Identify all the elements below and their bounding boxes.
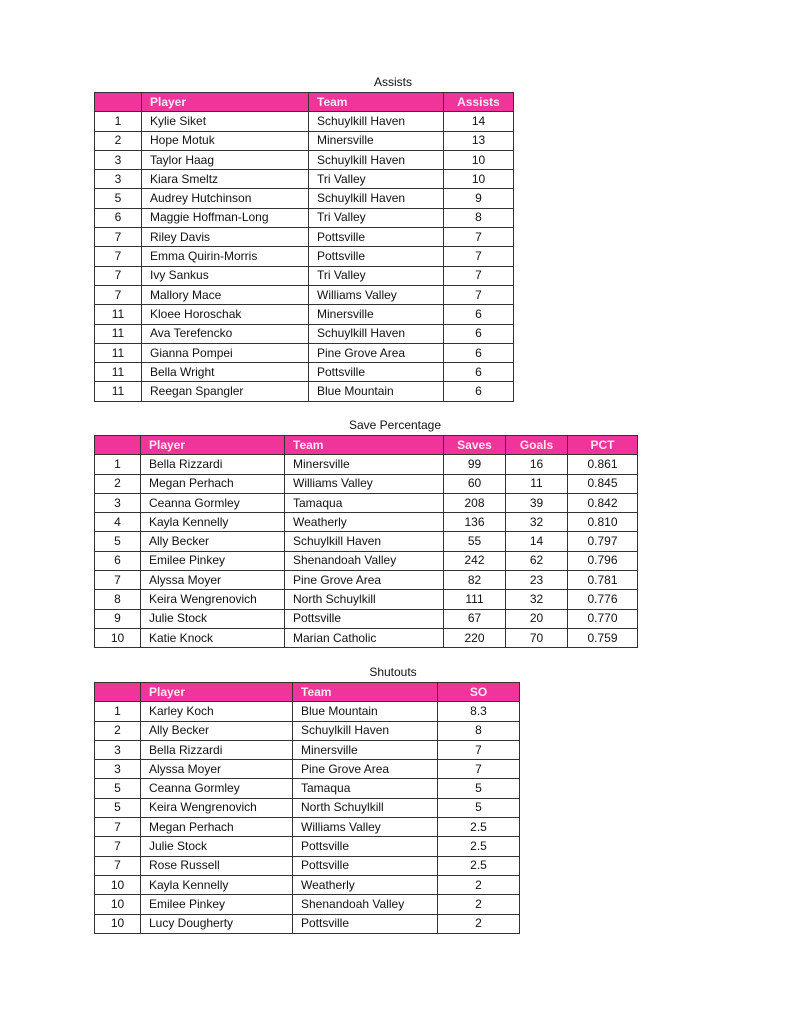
- column-header: Team: [285, 436, 444, 455]
- stat-cell: 7: [444, 228, 514, 247]
- team-cell: Minersville: [285, 455, 444, 474]
- stat-cell: 67: [444, 609, 506, 628]
- stat-cell: 16: [506, 455, 568, 474]
- team-cell: Blue Mountain: [293, 702, 438, 721]
- stat-cell: 62: [506, 551, 568, 570]
- team-cell: Weatherly: [285, 513, 444, 532]
- stat-cell: 208: [444, 493, 506, 512]
- player-cell: Ally Becker: [141, 721, 293, 740]
- stat-cell: 0.759: [568, 628, 638, 647]
- stat-cell: 70: [506, 628, 568, 647]
- player-cell: Megan Perhach: [141, 818, 293, 837]
- team-cell: Minersville: [309, 305, 444, 324]
- team-cell: Shenandoah Valley: [285, 551, 444, 570]
- rank-cell: 11: [95, 382, 142, 401]
- table-row: [95, 895, 520, 914]
- save-percentage-table: [94, 435, 638, 648]
- team-cell: Pine Grove Area: [309, 343, 444, 362]
- column-header: Saves: [444, 436, 506, 455]
- rank-cell: 7: [95, 228, 142, 247]
- player-cell: Emilee Pinkey: [141, 895, 293, 914]
- save-percentage-title: Save Percentage: [348, 418, 442, 432]
- player-cell: Ava Terefencko: [142, 324, 309, 343]
- rank-cell: 1: [95, 455, 141, 474]
- team-cell: Tri Valley: [309, 170, 444, 189]
- rank-cell: 9: [95, 609, 141, 628]
- stat-cell: 0.845: [568, 474, 638, 493]
- player-cell: Julie Stock: [141, 837, 293, 856]
- stat-cell: 8.3: [438, 702, 520, 721]
- team-cell: Weatherly: [293, 875, 438, 894]
- stat-cell: 6: [444, 382, 514, 401]
- stat-cell: 10: [444, 150, 514, 169]
- rank-cell: 7: [95, 837, 141, 856]
- rank-cell: 10: [95, 895, 141, 914]
- assists-title: Assists: [373, 75, 412, 89]
- team-cell: North Schuylkill: [285, 590, 444, 609]
- stat-cell: 136: [444, 513, 506, 532]
- player-cell: Audrey Hutchinson: [142, 189, 309, 208]
- shutouts-title: Shutouts: [369, 665, 417, 679]
- team-cell: Tri Valley: [309, 266, 444, 285]
- player-cell: Rose Russell: [141, 856, 293, 875]
- player-cell: Lucy Dougherty: [141, 914, 293, 933]
- shutouts-table: [94, 682, 520, 934]
- team-cell: Schuylkill Haven: [309, 189, 444, 208]
- rank-cell: 3: [95, 170, 142, 189]
- stat-cell: 2: [438, 875, 520, 894]
- stat-cell: 10: [444, 170, 514, 189]
- player-cell: Gianna Pompei: [142, 343, 309, 362]
- team-cell: Pottsville: [293, 914, 438, 933]
- rank-cell: 7: [95, 266, 142, 285]
- table-row: [95, 779, 520, 798]
- player-cell: Alyssa Moyer: [141, 571, 285, 590]
- stat-cell: 242: [444, 551, 506, 570]
- player-cell: Kiara Smeltz: [142, 170, 309, 189]
- player-cell: Ceanna Gormley: [141, 779, 293, 798]
- rank-cell: 7: [95, 571, 141, 590]
- team-cell: Pottsville: [285, 609, 444, 628]
- team-cell: Minersville: [309, 131, 444, 150]
- rank-cell: 11: [95, 363, 142, 382]
- stat-cell: 39: [506, 493, 568, 512]
- rank-cell: 1: [95, 702, 141, 721]
- rank-cell: 7: [95, 247, 142, 266]
- stat-cell: 55: [444, 532, 506, 551]
- rank-cell: 5: [95, 532, 141, 551]
- stat-cell: 111: [444, 590, 506, 609]
- team-cell: Pottsville: [309, 228, 444, 247]
- stat-cell: 6: [444, 363, 514, 382]
- stat-cell: 7: [438, 740, 520, 759]
- rank-cell: 2: [95, 721, 141, 740]
- rank-cell: 10: [95, 914, 141, 933]
- table-row: [95, 150, 514, 169]
- table-row: [95, 228, 514, 247]
- table-row: [95, 740, 520, 759]
- rank-cell: 3: [95, 493, 141, 512]
- team-cell: Pottsville: [293, 837, 438, 856]
- column-header: SO: [438, 683, 520, 702]
- stat-cell: 2: [438, 914, 520, 933]
- table-row: [95, 702, 520, 721]
- rank-cell: 1: [95, 112, 142, 131]
- team-cell: Blue Mountain: [309, 382, 444, 401]
- team-cell: Pine Grove Area: [285, 571, 444, 590]
- player-cell: Ivy Sankus: [142, 266, 309, 285]
- player-cell: Bella Wright: [142, 363, 309, 382]
- stat-cell: 6: [444, 324, 514, 343]
- player-cell: Karley Koch: [141, 702, 293, 721]
- rank-cell: 4: [95, 513, 141, 532]
- table-row: [95, 609, 638, 628]
- stat-cell: 0.797: [568, 532, 638, 551]
- stat-cell: 7: [444, 247, 514, 266]
- column-header: Player: [141, 683, 293, 702]
- stat-cell: 0.776: [568, 590, 638, 609]
- stat-cell: 99: [444, 455, 506, 474]
- stat-cell: 0.796: [568, 551, 638, 570]
- player-cell: Emma Quirin-Morris: [142, 247, 309, 266]
- player-cell: Taylor Haag: [142, 150, 309, 169]
- table-row: [95, 285, 514, 304]
- table-row: [95, 131, 514, 150]
- table-row: [95, 798, 520, 817]
- player-cell: Reegan Spangler: [142, 382, 309, 401]
- table-row: [95, 247, 514, 266]
- rank-cell: 11: [95, 305, 142, 324]
- column-header: Player: [141, 436, 285, 455]
- column-header: Team: [309, 93, 444, 112]
- column-header: Assists: [444, 93, 514, 112]
- stat-cell: 0.861: [568, 455, 638, 474]
- stat-cell: 23: [506, 571, 568, 590]
- stat-cell: 7: [438, 760, 520, 779]
- stat-cell: 82: [444, 571, 506, 590]
- table-header-row: [95, 93, 514, 112]
- stat-cell: 14: [444, 112, 514, 131]
- stat-cell: 13: [444, 131, 514, 150]
- table-header-row: [95, 436, 638, 455]
- table-row: [95, 324, 514, 343]
- stat-cell: 0.770: [568, 609, 638, 628]
- table-row: [95, 112, 514, 131]
- player-cell: Kayla Kennelly: [141, 513, 285, 532]
- table-row: [95, 363, 514, 382]
- table-row: [95, 532, 638, 551]
- rank-cell: 5: [95, 779, 141, 798]
- table-row: [95, 513, 638, 532]
- stat-cell: 8: [438, 721, 520, 740]
- table-row: [95, 493, 638, 512]
- assists-table: [94, 92, 514, 402]
- team-cell: Pottsville: [293, 856, 438, 875]
- team-cell: Marian Catholic: [285, 628, 444, 647]
- table-row: [95, 818, 520, 837]
- stat-cell: 220: [444, 628, 506, 647]
- stat-cell: 0.842: [568, 493, 638, 512]
- stat-cell: 7: [444, 285, 514, 304]
- stat-cell: 14: [506, 532, 568, 551]
- stat-cell: 5: [438, 798, 520, 817]
- rank-cell: 3: [95, 760, 141, 779]
- player-cell: Riley Davis: [142, 228, 309, 247]
- team-cell: Schuylkill Haven: [309, 112, 444, 131]
- rank-cell: 5: [95, 798, 141, 817]
- table-row: [95, 189, 514, 208]
- table-row: [95, 382, 514, 401]
- stat-cell: 9: [444, 189, 514, 208]
- stat-cell: 5: [438, 779, 520, 798]
- team-cell: Tamaqua: [285, 493, 444, 512]
- table-row: [95, 266, 514, 285]
- column-header: PCT: [568, 436, 638, 455]
- player-cell: Mallory Mace: [142, 285, 309, 304]
- rank-cell: 11: [95, 324, 142, 343]
- player-cell: Emilee Pinkey: [141, 551, 285, 570]
- rank-cell: 3: [95, 740, 141, 759]
- player-cell: Katie Knock: [141, 628, 285, 647]
- table-row: [95, 837, 520, 856]
- table-row: [95, 474, 638, 493]
- table-row: [95, 875, 520, 894]
- team-cell: Williams Valley: [309, 285, 444, 304]
- stat-cell: 6: [444, 305, 514, 324]
- column-header: Team: [293, 683, 438, 702]
- player-cell: Megan Perhach: [141, 474, 285, 493]
- rank-cell: 10: [95, 628, 141, 647]
- table-row: [95, 856, 520, 875]
- stat-cell: 2.5: [438, 818, 520, 837]
- rank-cell: 6: [95, 208, 142, 227]
- stat-cell: 7: [444, 266, 514, 285]
- rank-cell: 6: [95, 551, 141, 570]
- team-cell: Pine Grove Area: [293, 760, 438, 779]
- team-cell: Shenandoah Valley: [293, 895, 438, 914]
- stat-cell: 0.810: [568, 513, 638, 532]
- column-header: [95, 93, 142, 112]
- stat-cell: 11: [506, 474, 568, 493]
- team-cell: Schuylkill Haven: [309, 324, 444, 343]
- stat-cell: 32: [506, 590, 568, 609]
- rank-cell: 7: [95, 285, 142, 304]
- player-cell: Keira Wengrenovich: [141, 798, 293, 817]
- rank-cell: 5: [95, 189, 142, 208]
- team-cell: Schuylkill Haven: [309, 150, 444, 169]
- column-header: [95, 436, 141, 455]
- table-row: [95, 170, 514, 189]
- rank-cell: 8: [95, 590, 141, 609]
- team-cell: Williams Valley: [293, 818, 438, 837]
- player-cell: Keira Wengrenovich: [141, 590, 285, 609]
- column-header: Player: [142, 93, 309, 112]
- stat-cell: 2.5: [438, 837, 520, 856]
- stat-cell: 32: [506, 513, 568, 532]
- team-cell: Tamaqua: [293, 779, 438, 798]
- table-row: [95, 721, 520, 740]
- player-cell: Ally Becker: [141, 532, 285, 551]
- stat-cell: 6: [444, 343, 514, 362]
- table-row: [95, 590, 638, 609]
- player-cell: Bella Rizzardi: [141, 740, 293, 759]
- player-cell: Ceanna Gormley: [141, 493, 285, 512]
- table-row: [95, 305, 514, 324]
- table-row: [95, 628, 638, 647]
- table-row: [95, 914, 520, 933]
- player-cell: Bella Rizzardi: [141, 455, 285, 474]
- rank-cell: 11: [95, 343, 142, 362]
- stat-cell: 2.5: [438, 856, 520, 875]
- team-cell: Williams Valley: [285, 474, 444, 493]
- rank-cell: 7: [95, 818, 141, 837]
- rank-cell: 10: [95, 875, 141, 894]
- table-row: [95, 343, 514, 362]
- rank-cell: 7: [95, 856, 141, 875]
- team-cell: Schuylkill Haven: [293, 721, 438, 740]
- team-cell: Pottsville: [309, 247, 444, 266]
- table-row: [95, 760, 520, 779]
- stat-cell: 2: [438, 895, 520, 914]
- team-cell: Schuylkill Haven: [285, 532, 444, 551]
- rank-cell: 2: [95, 474, 141, 493]
- rank-cell: 3: [95, 150, 142, 169]
- table-header-row: [95, 683, 520, 702]
- column-header: [95, 683, 141, 702]
- stat-cell: 60: [444, 474, 506, 493]
- team-cell: Minersville: [293, 740, 438, 759]
- player-cell: Maggie Hoffman-Long: [142, 208, 309, 227]
- table-row: [95, 455, 638, 474]
- stat-cell: 8: [444, 208, 514, 227]
- table-row: [95, 571, 638, 590]
- player-cell: Kayla Kennelly: [141, 875, 293, 894]
- stat-cell: 20: [506, 609, 568, 628]
- player-cell: Kloee Horoschak: [142, 305, 309, 324]
- team-cell: North Schuylkill: [293, 798, 438, 817]
- rank-cell: 2: [95, 131, 142, 150]
- table-row: [95, 551, 638, 570]
- table-row: [95, 208, 514, 227]
- column-header: Goals: [506, 436, 568, 455]
- player-cell: Hope Motuk: [142, 131, 309, 150]
- team-cell: Pottsville: [309, 363, 444, 382]
- team-cell: Tri Valley: [309, 208, 444, 227]
- player-cell: Kylie Siket: [142, 112, 309, 131]
- stat-cell: 0.781: [568, 571, 638, 590]
- player-cell: Alyssa Moyer: [141, 760, 293, 779]
- player-cell: Julie Stock: [141, 609, 285, 628]
